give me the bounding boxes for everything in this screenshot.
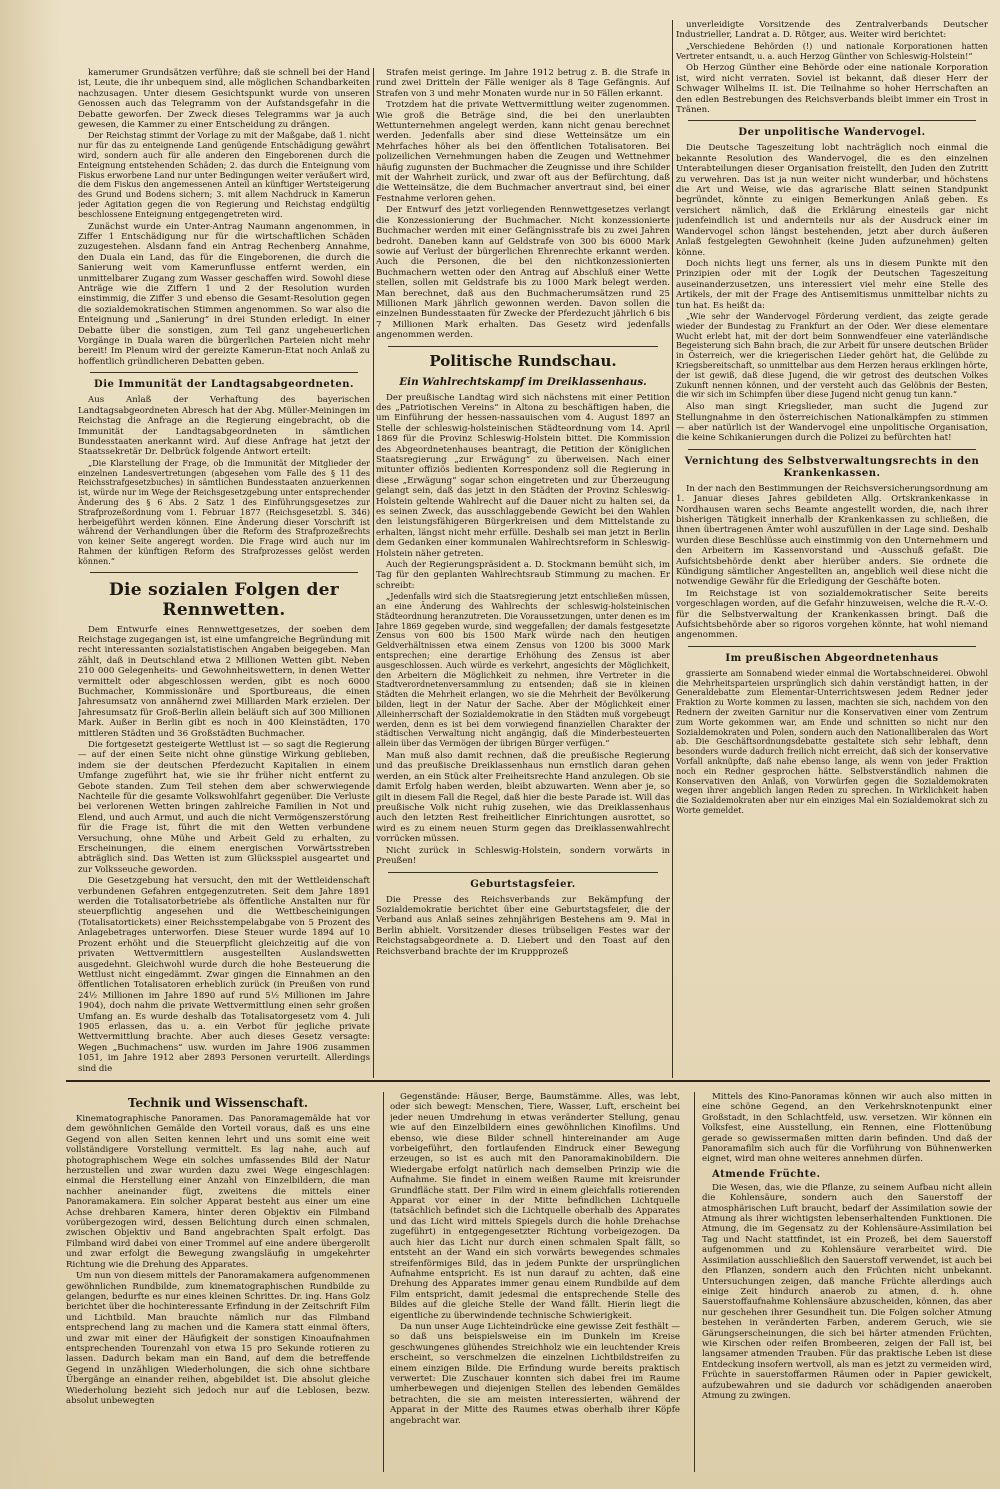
paragraph: In der nach den Bestimmungen der Reichsversicherungsordnung am 1. Januar dieses Jahres gebildeten Allg. Ortskrankenkasse in Nordhausen waren sechs Beamte angestellt worden, die, nach ihrer bisherigen Tätigkeit innerhalb der Krankenkassen zu schließen, die ihnen übertragenen Ämter wohl auszufüllen in der Lage sind. Deshalb wurden diese Beschlüsse auch einstimmig von den Unternehmern und den Arbeitern im Kassenvorstand und -Ausschuß gefaßt. Die Aufsichtsbehörde denkt aber hierüber anders. Sie ordnete die Kündigung sämtlicher Angestellten an, angeblich weil diese nicht die notwendige Gewähr für die Erledigung der Geschäfte boten. <box>676 483 988 588</box>
geburtstag-heading: Geburtstagsfeier. <box>470 878 576 890</box>
paragraph: Also man singt Kriegslieder, man sucht die Jugend zur Stellungnahme in den österreichischen Nationalkämpfen zu stimmen — aber natürlich ist der Wandervogel eine unpolitische Organisation, die keine Schikanierungen durch die Polizei zu befürchten hat! <box>676 402 988 444</box>
paragraph: Da nun unser Auge Lichteindrücke eine gewisse Zeit festhält — so daß uns beispielsweise ein im Dunkeln im Kreise geschwungenes glühendes Streichholz wie ein leuchtender Kreis erscheint, so verschmelzen die einzelnen Lichtbildstreifen zu einem einzigen Bilde. Die Erfindung wurde bereits praktisch verwertet: Die Zuschauer konnten sich dabei frei im Raume umherbewegen und diejenigen Stellen des lebenden Gemäldes betrachten, die sie am meisten interessierten, während der Apparat in der Mitte des Raumes etwas oberhalb ihrer Köpfe angebracht war. <box>390 1321 680 1426</box>
paragraph: Mittels des Kino-Panoramas können wir auch also mitten in eine schöne Gegend, an den Verkehrsknotenpunkt einer Großstadt, in den Schlachtfeld, usw. versetzen. Wir können ein Volksfest, eine Ausstellung, ein Rennen, eine Flottenübung gerade so gewissermaßen mitten darin befinden. Und daß der Panoramafilm sich auch für die Vorführung von Bühnenwerken eignet, wird man ohne weiteres annehmen dürfen. <box>702 1092 992 1165</box>
paragraph: Dem Entwurfe eines Rennwettgesetzes, der soeben dem Reichstage zugegangen ist, ist eine umfangreiche Begründung mit recht interessanten sozialstatistischen Angaben beigegeben. Man zählt, daß in Deutschland etwa 2 Millionen Wetten gibt. Neben 210 000 Gelegenheits- und Gewohnheitswettern, in denen Wetter vermittelt oder abgeschlossen werden, gibt es noch 6000 Buchmacher, Kommissionäre und Sportbureaus, die einen Jahresumsatz von annähernd zwei Milliarden Mark erzielen. Der Jahresumsatz für Groß-Berlin allein beläuft sich auf 300 Millionen Mark. Außer in Berlin gibt es noch in 400 Kleinstädten, 170 mittleren Städten und 36 Großstädten Buchmacher. <box>78 624 370 739</box>
paragraph: Gegenstände: Häuser, Berge, Baumstämme. Alles, was lebt, oder sich bewegt: Menschen, Tiere, Wasser, Luft, erscheint bei jeder neuen Umdrehung in etwas veränderter Stellung, genau wie auf den Einzelbildern eines gewöhnlichen Kinofilms. Und ebenso, wie diese Bilder schnell hintereinander am Auge vorbeigeführt, den fortlaufenden Eindruck einer Bewegung erzeugen, so ist es auch mit den Panoramakinobildern. Die Wiedergabe erfolgt natürlich nach demselben Prinzip wie die Aufnahme. Sie findet in einem weißen Raume mit kreisrunder Grundfläche statt. Der Film wird in einem gleichfalls rotierenden Apparat vor einer in der Mitte befindlichen Lichtquelle (tatsächlich befindet sich die Lichtquelle oberhalb des Apparates und das Licht wird mittels Spiegels durch die hohle Drehachse zugeführt) in entgegengesetzter Richtung vorbeigezogen. Da auch hier das Licht nur durch einen schmalen Spalt fällt, so entsteht an der Wand ein sich vorwärts bewegendes schmales streifenförmiges Bild, das in jedem Punkte der ursprünglichen Aufnahme entspricht. Es ist nun darauf zu achten, daß eine Drehung des Apparates immer genau einem Rundbilde auf dem Film entspricht, damit jedesmal die entsprechende Stelle des Bildes auf die gleiche Stelle der Wand fällt. Hierin liegt die eigentliche zu überwindende technische Schwierigkeit. <box>390 1092 680 1321</box>
divider <box>688 449 976 450</box>
page-fold-shadow <box>0 0 60 1489</box>
paragraph: „Wie sehr der Wandervogel Förderung verdient, das zeigte gerade wieder der Bundestag zu Frankfurt an der Oder. Wer diese elementare Wucht erlebt hat, mit der dort beim Sonnwendfeuer eine vaterländische Begeisterung sich Bahn brach, die zur Arbeit für unsere deutschen Brüder in Österreich, wer die kriegerischen Lieder gehört hat, die Gelübde zu Kriegsbereitschaft, so unmittelbar aus dem Herzen heraus erklingen hörte, der ist gewiß, daß diese Jugend, die wir getrost des deutschen Volkes Zukunft nennen können, und der versteht auch das Gelöbnis der Besten, die wir sich im Schimpfen über diese Jugend nicht genug tun kann.“ <box>676 310 988 400</box>
paragraph: Strafen meist geringe. Im Jahre 1912 betrug z. B. die Strafe in rund zwei Dritteln der Fälle weniger als 8 Tage Gefängnis. Auf Strafen von 3 und mehr Monaten wurde nur in 50 Fällen erkannt. <box>376 68 670 99</box>
column-rule <box>672 20 673 1078</box>
bottom-middle-column <box>390 1092 680 1472</box>
paragraph: Im Reichstage ist von sozialdemokratischer Seite bereits vorgeschlagen worden, auf die Gefahr hinzuweisen, welche die R.-V.-O. für die Selbstverwaltung der Krankenkassen bringt. Daß die Aufsichtsbehörde aber so rigoros vorgehen könnte, hat wohl niemand angenommen. <box>676 588 988 641</box>
paragraph: Kinematographische Panoramen. Das Panoramagemälde hat vor dem gewöhnlichen Gemälde den Vorteil voraus, daß es uns eine Gegend von allen Seiten kennen lehrt und uns somit eine weit vollständigere Vorstellung vermittelt. Es lag nahe, auch auf photographischem Wege ein solches umfassendes Bild der Natur herzustellen und zwar wurden dazu zwei Wege eingeschlagen: einmal die Herstellung einer Anzahl von Einzelbildern, die man nachher aneinander fügt, zweitens die mittels einer Panoramakamera. Ein solcher Apparat besteht aus einer um eine Achse drehbaren Kamera, hinter deren Objektiv ein Filmband vorübergezogen wird, dessen Belichtung durch einen schmalen, zwischen Objektiv und Band angebrachten Spalt erfolgt. Das Filmband wird dabei von einer Trommel auf eine andere übergerollt und zwar erfolgt die Bewegung zwangsläufig in umgekehrter Richtung wie die Drehung des Apparates. <box>66 1114 370 1270</box>
divider <box>90 372 358 373</box>
wandervogel-heading: Der unpolitische Wandervogel. <box>738 127 926 139</box>
column-rule <box>694 1092 695 1472</box>
paragraph: Der Reichstag stimmt der Vorlage zu mit der Maßgabe, daß 1. nicht nur für das zu enteignende Land genügende Entschädigung gewährt wird, sondern auch für alle anderen den Eingeborenen durch die Enteignung entstehenden Schäden; 2. das durch die Enteignung vom Fiskus erworbene Land nur unter Bedingungen weiter veräußert wird, die dem Fiskus den angemessenen Anteil an künftiger Wertsteigerung des Grund und Bodens sichern; 3. mit allem Nachdruck in Kamerun jeder Agitation gegen die von Regierung und Reichstag endgültig beschlossene Enteignung entgegengetreten wird. <box>78 130 370 219</box>
paragraph: „Die Klarstellung der Frage, ob die Immunität der Mitglieder der einzelnen Landesvertretungen (abgesehen vom Falle des § 11 des Reichsstrafgesetzbuches) in sämtlichen Bundesstaaten anzuerkennen ist, würde nur im Wege der Reichsgesetzgebung unter entsprechender Änderung des § 6 Abs. 2 Satz 1 des Einführungsgesetzes zur Strafprozeßordnung vom 1. Februar 1877 (Reichsgesetzbl. S. 346) herbeigeführt werden können. Eine Änderung dieser Vorschrift ist während der Verhandlungen über die Reform des Strafprozeßrechts von keiner Seite angeregt worden. Die Frage wird auch nur im Rahmen der künftigen Reform des Strafprozesses gelöst werden können.“ <box>78 457 370 566</box>
right-column <box>676 20 988 1080</box>
paragraph: Die Gesetzgebung hat versucht, den mit der Wettleidenschaft verbundenen Gefahren entgegenzutreten. Seit dem Jahre 1891 werden die Totalisatorbetriebe als öffentliche Anstalten nur für steuerpflichtig angesehen und die Wettbescheinigungen (Totalisatortickets) einer Reichsstempelabgabe von 5 Prozent des Anlagebetrages unterworfen. Diese Steuer wurde 1894 auf 10 Prozent erhöht und die Steuerpflicht gleichzeitig auf die von privaten Wettvermittlern ausgestellten Auslandswetten ausgedehnt. Gleichwohl wurde durch die hohe Besteuerung die Wettlust nicht eingedämmt. Zwar gingen die Einnahmen an den öffentlichen Totalisatoren erheblich zurück (in Preußen von rund 24½ Millionen im Jahre 1890 auf rund 5½ Millionen im Jahre 1904), doch nahm die private Wettvermittlung einen sehr großen Umfang an. Es wurde deshalb das Totalisatorgesetz vom 4. Juli 1905 erlassen, das u. a. ein Verbot für jegliche private Wettvermittlung brachte. Aber auch dieses Gesetz versagte: Wegen „Buchmachens“ usw. wurden im Jahre 1906 zusammen 1051, im Jahre 1912 aber 2893 Personen verurteilt. Allerdings sind die <box>78 876 370 1074</box>
paragraph: Der preußische Landtag wird sich nächstens mit einer Petition des „Patriotischen Vereins“ in Altona zu beschäftigen haben, die um Einführung der hessen-nassauischen vom 4. August 1897 an Stelle der schleswig-holsteinischen Städteordnung vom 14. April 1869 für die Provinz Schleswig-Holstein bittet. Die Kommission des Abgeordnetenhauses beantragt, die Petition der Königlichen Staatsregierung „zur Erwägung“ zu überweisen. Nach einer mitunter offiziös bedienten Korrespondenz soll die Regierung in diese „Erwägung“ sogar schon eingetreten und zur Überzeugung gelangt sein, daß das jetzt in den Städten der Provinz Schleswig-Holstein geltende Wahlrecht auf die Dauer nicht zu halten sei, da es seinen Zweck, das ausschlaggebende Gewicht bei den Wahlen den leistungsfähigeren Bürgerkreisen und dem Mittelstande zu erhalten, längst nicht mehr erfülle. Deshalb sei man jetzt in Berlin dem Gedanken einer kommunalen Wahlrechtsreform in Schleswig-Holstein näher getreten. <box>376 392 670 559</box>
paragraph: „Verschiedene Behörden (!) und nationale Korporationen hatten Vertreter entsandt, u. a. auch Herzog Günther von Schleswig-Holstein!“ <box>676 40 988 61</box>
feuilleton-separator <box>66 1080 990 1082</box>
paragraph: Um nun von diesem mittels der Panoramakamera aufgenommenen gewöhnlichen Rundbilde, zum kinematographischen Rundbilde zu gelangen, bedurfte es nur eines kleinen Schrittes. Dr. ing. Hans Golz berichtet über die hochinteressante Erfindung in der Zeitschrift Film und Lichtbild. Man brauchte nämlich nur das Filmband entsprechend lang zu machen und die Kamera statt einmal öfters, und zwar mit einer der Häufigkeit der sonstigen Kinoaufnahmen entsprechenden Tourenzahl von etwa 15 pro Sekunde rotieren zu lassen. Dadurch bekam man ein Band, auf dem die betreffende Gegend in unzähligen Wiederholungen, die sich ohne sichtbare Übergänge an einander reihen, abgebildet ist. Die absolut gleiche Wiederholung bezieht sich jedoch nur auf die Leblosen, bezw. absolut unbewegten <box>66 1271 370 1406</box>
divider <box>388 872 658 873</box>
paragraph: Die fortgesetzt gesteigerte Wettlust ist — so sagt die Regierung — auf der einen Seite nicht ohne günstige Wirkung geblieben, indem sie der deutschen Pferdezucht Kapitalien in einem Umfange zugeführt hat, wie sie ihr früher nicht entfernt zu Gebote standen. Zum Teil stehen dem aber schwerwiegende Nachteile für die gesamte Volkswohlfahrt gegenüber. Die Verluste bei verlorenen Wetten bringen zahlreiche Familien in Not und Elend, und auch Armut, und auch die nicht Vermögenszerstörung für die Frage ist, führt die mit den Wetten verbundene Versuchung, ohne Mühe und Arbeit Geld zu erhalten, zu Erscheinungen, die einem energischen Vorwärtsstreben abträglich sind. Das Wetten ist zum Glücksspiel ausgeartet und zur Volksseuche geworden. <box>78 739 370 875</box>
wahlrecht-heading: Ein Wahlrechtskampf im Dreiklassenhaus. <box>399 375 647 388</box>
paragraph: kamerumer Grundsätzen verführe; daß sie schnell bei der Hand ist, Leute, die ihr unbequem sind, alle möglichen Schandbarkeiten nachzusagen. Unter diesem Gesichtspunkt wurde von unseren Genossen auch das Telegramm von der Aufstandsgefahr in die Debatte geworfen. Der Zweck dieses Telegramms war ja auch gewesen, die Kammer zu einer Entscheidung zu drängen. <box>78 68 370 131</box>
bottom-right-column <box>702 1092 992 1472</box>
divider <box>688 120 976 121</box>
paragraph: Die Presse des Reichsverbands zur Bekämpfung der Sozialdemokratie berichtet über eine Geburtstagsfeier, die der Verband aus Anlaß seines zehnjährigen Bestehens am 9. Mai in Berlin abhielt. Vorsitzender dieses trübseligen Festes war der Reichstagsabgeordnete a. D. Liebert und den Toast auf den Reichsverband brachte der im Kruppprozeß <box>376 894 670 957</box>
paragraph: Man muß also damit rechnen, daß die preußische Regierung und das preußische Dreiklassenhaus nun ernstlich daran gehen werden, an ein Stück alter Freiheitsrechte Hand anzulegen. Ob sie damit Erfolg haben werden, bleibt abzuwarten. Wenn aber je, so gilt in diesem Fall die Regel, daß hier die beste Parade ist. Will das preußische Volk nicht ruhig zusehen, wie das Dreiklassenhaus auch den letzten Rest freiheitlicher Einrichtungen ausrottet, so wird es zu einem neuen Sturm gegen das Dreiklassenwahlrecht vorrücken müssen. <box>376 751 670 845</box>
paragraph: Zunächst wurde ein Unter-Antrag Naumann angenommen, in Ziffer 1 Entschädigung nur für die wirtschaftlichen Schäden zuzugestehen. Alsdann fand ein Antrag Rechenberg Annahme, den Duala ein Land, das für die Eingeborenen, die durch die Sanierung weit vom Kamerunflusse entfernt werden, ein unmittelbarer Zugang zum Wasser geschaffen wird. Sowohl diese Anträge wie die Ziffern 1 und 2 der Resolution wurden einstimmig, die Ziffer 3 und ebenso die Gesamt-Resolution gegen die sozialdemokratischen Stimmen angenommen. So war also die Enteignung und „Sanierung“ in drei Stunden erledigt. In einer Debatte über die sonstigen, zum Teil ganz ungeheuerlichen Vorgänge in Duala waren die bürgerlichen Parteien nicht mehr bereit! Im Plenum wird der gereizte Kamerun-Etat noch Anlaß zu hoffentlich gründlicheren Debatten geben. <box>78 221 370 367</box>
paragraph: Nicht zurück in Schleswig-Holstein, sondern vorwärts in Preußen! <box>376 845 670 867</box>
krankenkassen-heading: Vernichtung des Selbstverwaltungsrechts in den Krankenkassen. <box>684 455 980 479</box>
paragraph: Die Wesen, das, wie die Pflanze, zu seinem Aufbau nicht allein die Kohlensäure, sondern auch den Sauerstoff der atmosphärischen Luft braucht, bedarf der Assimilation sowie der Atmung als ihrer wichtigsten lebenserhaltenden Funktionen. Die Atmung, die im Gegensatz zu der Kohlensäure-Assimilation bei Tag und Nacht stattfindet, ist ein Prozeß, bei dem Sauerstoff aufgenommen und zu Kohlensäure verarbeitet wird. Die Assimilation ausschließlich den Sauerstoff verwendet, ist auch bei den Pflanzen, sondern auch den Früchten nicht unbekannt. Untersuchungen zeigen, daß manche Früchte allerdings auch einige Zeit hindurch anaerob zu atmen, d. h. ohne Sauerstoffaufnahme Kohlensäure abzuscheiden, können, das aber nur geschehen ihrer Gesundheit tun. Die Folgen solcher Atmung bestehen in veränderten Farben, anderem Geruch, wie sie Gärungserscheinungen, die sich bei härter atmenden Früchten, wie Kirschen oder reifen Brombeeren, zeigen der Fall ist, bei langsamer atmenden Trauben. Für das praktische Leben ist diese Entdeckung insofern wertvoll, als man es jetzt zu vermeiden wird, Früchte in sauerstoffarmen Räumen oder in Papier gewickelt, aufzubewahren und sie dadurch vor schädigenden anaeroben Atmung zu zwingen. <box>702 1182 992 1401</box>
politische-rundschau-heading: Politische Rundschau. <box>429 351 617 370</box>
rennwetten-heading: Die sozialen Folgen der Rennwetten. <box>109 579 339 620</box>
paragraph: unverleidigte Vorsitzende des Zentralverbands Deutscher Industrieller, Landrat a. D. Rötger, aus. Weiter wird berichtet: <box>676 20 988 41</box>
paragraph: Auch der Regierungspräsident a. D. Stockmann bemüht sich, im Tag für den geplanten Wahlrechtsraub Stimmung zu machen. Er schreibt: <box>376 560 670 591</box>
paragraph: Der Entwurf des jetzt vorliegenden Rennwettgesetzes verlangt die Konzessionierung der Buchmacher. Nicht konzessionierte Buchmacher werden mit einer Gefängnisstrafe bis zu zwei Jahren bedroht. Daneben kann auf Geldstrafe von 300 bis 6000 Mark sowie auf Verlust der bürgerlichen Ehrenrechte erkannt werden. Auch die Personen, die bei den nichtkonzessionierten Buchmachern wetten oder den Antrag auf Abschluß einer Wette stellen, sollen mit Geldstrafe bis zu 1000 Mark belegt werden. Man berechnet, daß aus den Buchmacherumsätzen rund 25 Millionen Mark jährlich gewonnen werden. Davon sollen die einzelnen Bundesstaaten für Zwecke der Pferdezucht jährlich 6 bis 7 Millionen Mark erhalten. Das Gesetz wird jedenfalls angenommen werden. <box>376 205 670 341</box>
paragraph: „Jedenfalls wird sich die Staatsregierung jetzt entschließen müssen, an eine Änderung des Wahlrechts der schleswig-holsteinischen Städteordnung heranzutreten. Die Voraussetzungen, unter denen es im Jahre 1869 gegeben wurde, sind weggefallen; der damals festgesetzte Zensus von 600 bis 1500 Mark würde nach den heutigen Geldverhältnissen etwa einem Zensus von 1200 bis 3000 Mark entsprechen; eine derartige Erhöhung des Zensus ist aber ausgeschlossen. Auch würde es verkehrt, angesichts der Möglichkeit, den Arbeitern die Möglichkeit zu nehmen, ihre Vertreter in die Stadtverordnetenversammlung zu entsenden; daß sie in kleinen Städten die Mehrheit erlangen, wo sie die Mehrheit der Bevölkerung bilden, liegt in der Natur der Sache. Aber der Möglichkeit einer Alleinherrschaft der Sozialdemokratie in den Städten muß vorgebeugt werden, denn es ist bei dem vorwiegend finanziellen Charakter der städtischen Verwaltung nicht angängig, daß die Minderbesteuerten allein über das Vermögen der übrigen Bürger verfügen.“ <box>376 591 670 749</box>
paragraph: Die Deutsche Tageszeitung lobt nachträglich noch einmal die bekannte Resolution des Wandervogel, die es den einzelnen Unterabteilungen dieser Organisation freistellt, den Juden den Zutritt zu verwehren. Das ist ja nun weiter nicht wunderbar, und höchstens die Art und Weise, wie das agrarische Blatt seinen Standpunkt begründet, könnte zu einigen Bemerkungen Anlaß geben. Es versichert nämlich, daß die Erklärung einesteils gar nicht judenfeindlich ist und andernteils nur als der Ausdruck einer im Wandervogel schon längst bestehenden, jetzt aber durch äußeren Anlaß festgelegten Gewohnheit (keine Juden aufzunehmen) gelten könne. <box>676 143 988 258</box>
divider <box>388 346 658 347</box>
paragraph: Ob Herzog Günther eine Behörde oder eine nationale Korporation ist, wird nicht verraten. Soviel ist bekannt, daß dieser Herr der Schwager Wilhelms II. ist. Die Teilnahme so hoher Herrschaften an den edlen Bestrebungen des Reichsverbands bleibt immer ein Trost in Tränen. <box>676 63 988 116</box>
column-rule <box>373 68 374 1078</box>
left-intro <box>78 68 370 367</box>
bottom-left-column <box>66 1092 370 1472</box>
immunity-heading: Die Immunität der Landtagsabgeordneten. <box>94 379 354 391</box>
technik-heading: Technik und Wissenschaft. <box>127 1096 309 1110</box>
paragraph: grassierte am Sonnabend wieder einmal die Wortabschneiderei. Obwohl die Mehrheitsparteien ursprünglich sich dahin verständigt hatten, in der Generaldebatte zum Elementar-Unterrichtswesen jedem Redner jeder Fraktion zu Worte kommen zu lassen, machten sie sich, nachdem von den Rednern der zweiten Garnitur nur die Konservativen einer vom Zentrum zum Worte gekommen war, am Ende und schnitten so nicht nur den Sozialdemokraten und Polen, sondern auch den Nationalliberalen das Wort ab. Die Geschäftsordnungsdebatte gestaltete sich sehr lebhaft, denn besonders wurde dadurch freilich nicht erreicht, daß sich der konservative Vorfall anknüpfte, daß nahe ebenso lange, als wenn von jeder Fraktion noch ein Redner gesprochen hätte. Selbstverständlich nahmen die Konservativen den Anlaß, von Vorwürfen gegen die Sozialdemokraten wegen ihrer angeblich langen Reden zu sprechen. In Wirklichkeit haben die Sozialdemokraten aber nur ein einziges Mal ein Sozialdemokrat sich zu Worte gemeldet. <box>676 667 988 815</box>
divider <box>90 572 358 573</box>
divider <box>688 646 976 647</box>
paragraph: Doch nichts liegt uns ferner, als uns in diesem Punkte mit den Prinzipien oder mit der Logik der Deutschen Tageszeitung auseinanderzusetzen, uns interessiert viel mehr eine Stelle des Artikels, der mit der Frage des Antisemitismus unmittelbar nichts zu tun hat. Es heißt da: <box>676 258 988 311</box>
abgeordnetenhaus-heading: Im preußischen Abgeordnetenhaus <box>725 652 939 664</box>
column-rule <box>383 1092 384 1472</box>
paragraph: Aus Anlaß der Verhaftung des bayerischen Landtagsabgeordneten Abresch hat der Abg. Müller-Meiningen im Reichstag die Anfrage an die Regierung eingebracht, ob die Immunität der Landtagsabgeordneten in sämtlichen Bundesstaaten anerkannt wird. Auf diese Anfrage hat jetzt der Staatssekretär Dr. Delbrück folgende Antwort erteilt: <box>78 395 370 458</box>
fruechte-heading: Atmende Früchte. <box>712 1168 821 1180</box>
paragraph: Trotzdem hat die private Wettvermittlung weiter zugenommen. Wie groß die Beträge sind, die bei den unerlaubten Wettunternehmen angelegt werden, kann nicht genau berechnet werden. Jedenfalls aber sind diese Wetteinsätze um ein Mehrfaches höher als bei den öffentlichen Totalisatoren. Bei polizeilichen Vernehmungen haben die Zeugen und Wettnehmer häufig zugunsten der Buchmacher die Zeugnisse und ihre Schilder mit der Wahrheit zurück, und zwar oft aus der Befürchtung, daß die Wetteinsätze, die dem Buchmacher anvertraut sind, bei einer Festnahme verloren gehen. <box>376 100 670 204</box>
